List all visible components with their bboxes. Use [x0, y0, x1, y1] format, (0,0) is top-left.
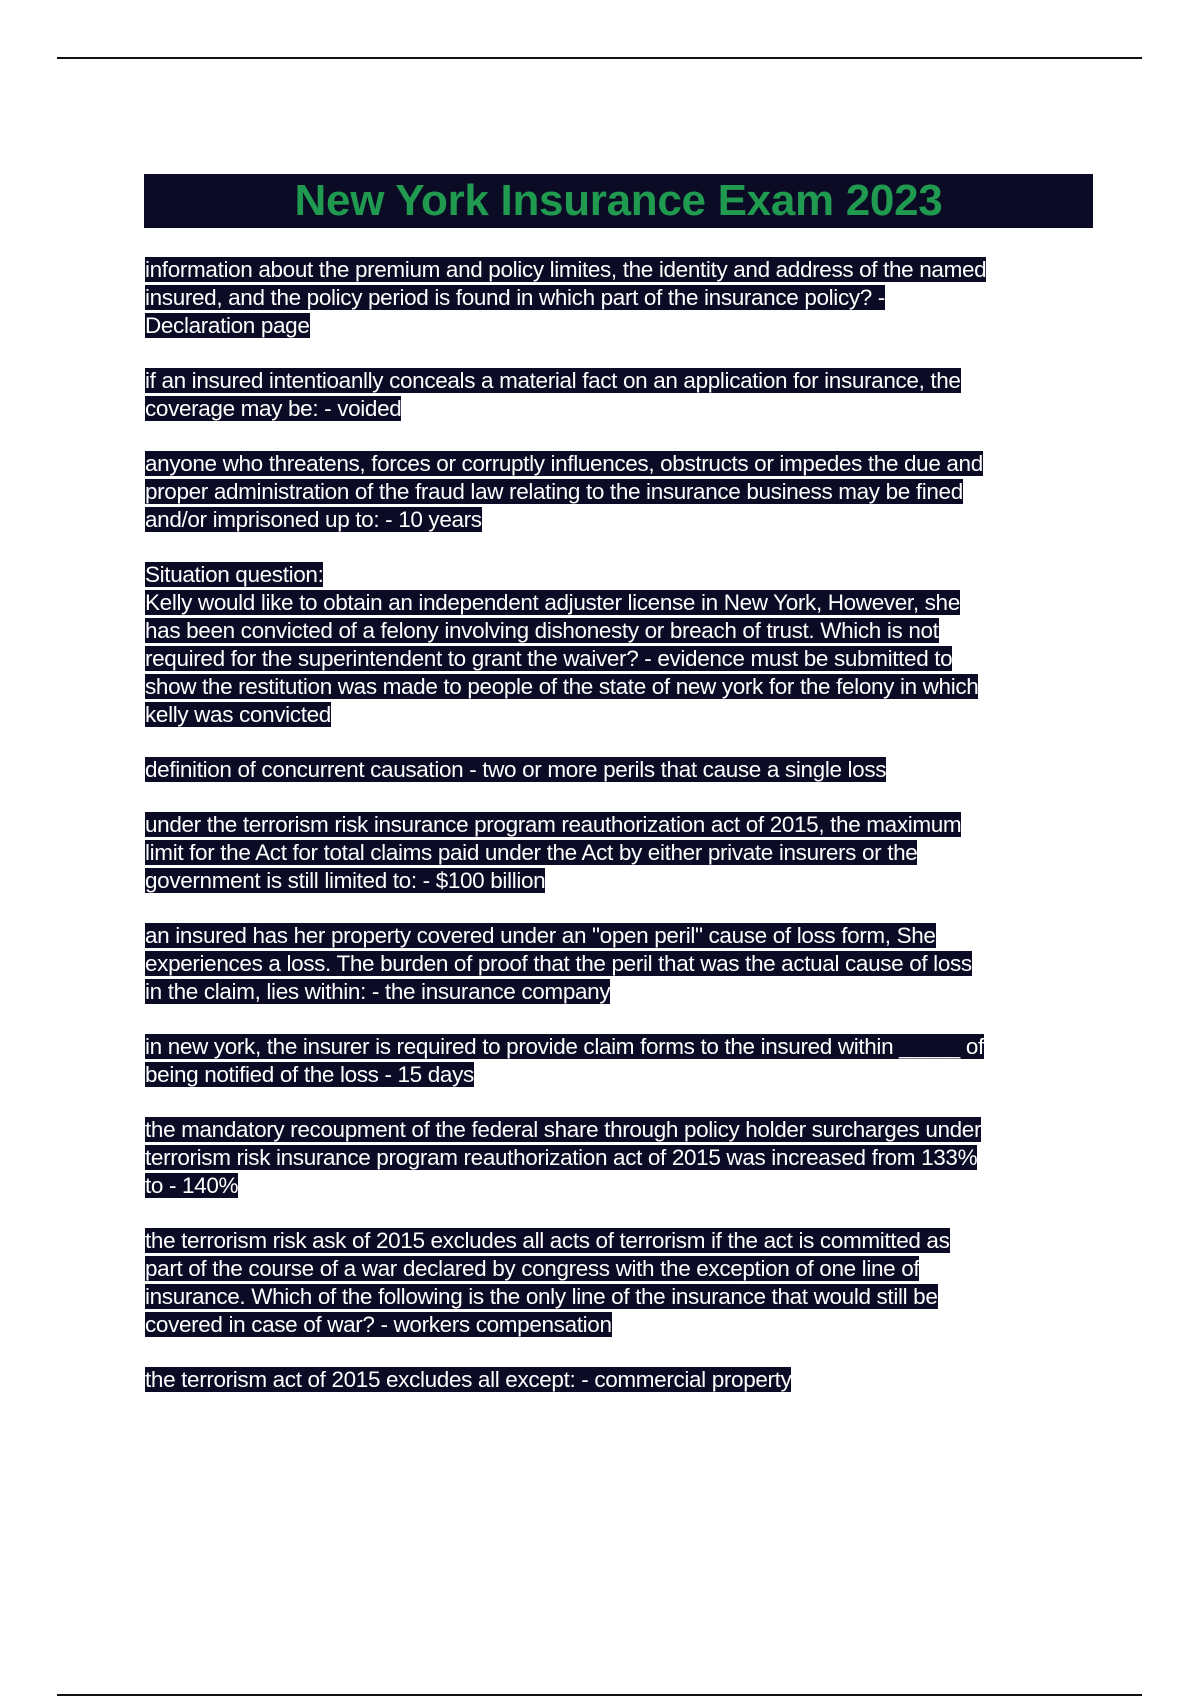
- qa-text: [145, 812, 961, 893]
- qa-item: [145, 1116, 1085, 1200]
- qa-item: [145, 1227, 1085, 1339]
- qa-text: [145, 1228, 950, 1337]
- qa-line: the mandatory recoupment of the federal share through policy holder surcharges under: [145, 1117, 982, 1142]
- qa-line: terrorism risk insurance program reauthorization act of 2015 was increased from 133%: [145, 1145, 978, 1170]
- title-banner: [144, 174, 1093, 228]
- qa-line: insurance. Which of the following is the only line of the insurance that would still be: [145, 1284, 938, 1309]
- qa-line: Kelly would like to obtain an independent adjuster license in New York, However, she: [145, 590, 960, 615]
- bottom-rule: [57, 1694, 1142, 1696]
- qa-line: the terrorism act of 2015 excludes all except: - commercial property: [145, 1367, 792, 1392]
- qa-item: [145, 1033, 1085, 1089]
- qa-line: anyone who threatens, forces or corruptly influences, obstructs or impedes the due and: [145, 451, 983, 476]
- qa-item: [145, 756, 1085, 784]
- qa-line: to - 140%: [145, 1173, 239, 1198]
- qa-text: [145, 368, 961, 421]
- qa-text: [145, 1117, 981, 1198]
- qa-item: [145, 1366, 1085, 1394]
- qa-line: Declaration page: [145, 313, 310, 338]
- qa-line: if an insured intentioanlly conceals a material fact on an application for insurance, the: [145, 368, 961, 393]
- qa-line: under the terrorism risk insurance program reauthorization act of 2015, the maximum: [145, 812, 962, 837]
- qa-line: in new york, the insurer is required to provide claim forms to the insured within _____ of: [145, 1034, 984, 1059]
- qa-line: information about the premium and policy limites, the identity and address of the named: [145, 257, 987, 282]
- qa-text: [145, 923, 972, 1004]
- qa-line: part of the course of a war declared by congress with the exception of one line of: [145, 1256, 920, 1281]
- qa-text: [145, 451, 983, 532]
- qa-line: being notified of the loss - 15 days: [145, 1062, 474, 1087]
- qa-line: required for the superintendent to grant the waiver? - evidence must be submitted to: [145, 646, 953, 671]
- qa-line: insured, and the policy period is found in which part of the insurance policy? -: [145, 285, 885, 310]
- qa-item: [145, 922, 1085, 1006]
- qa-line: show the restitution was made to people of the state of new york for the felony in which: [145, 674, 979, 699]
- qa-line: Situation question:: [145, 562, 324, 587]
- qa-line: the terrorism risk ask of 2015 excludes all acts of terrorism if the act is committed as: [145, 1228, 950, 1253]
- qa-line: proper administration of the fraud law relating to the insurance business may be fined: [145, 479, 963, 504]
- qa-line: government is still limited to: - $100 billion: [145, 868, 546, 893]
- qa-line: an insured has her property covered under an "open peril" cause of loss form, She: [145, 923, 936, 948]
- qa-list: [145, 256, 1085, 1421]
- qa-line: and/or imprisoned up to: - 10 years: [145, 507, 482, 532]
- qa-line: limit for the Act for total claims paid under the Act by either private insurers or the: [145, 840, 918, 865]
- qa-item: [145, 561, 1085, 729]
- qa-line: experiences a loss. The burden of proof that the peril that was the actual cause of loss: [145, 951, 972, 976]
- qa-text: [145, 562, 978, 727]
- qa-text: [145, 1367, 791, 1392]
- qa-item: [145, 811, 1085, 895]
- qa-item: [145, 450, 1085, 534]
- qa-line: has been convicted of a felony involving dishonesty or breach of trust. Which is not: [145, 618, 939, 643]
- qa-item: [145, 367, 1085, 423]
- document-title: New York Insurance Exam 2023: [294, 176, 943, 225]
- qa-line: coverage may be: - voided: [145, 396, 402, 421]
- qa-text: [145, 257, 986, 338]
- qa-line: covered in case of war? - workers compensation: [145, 1312, 612, 1337]
- qa-line: in the claim, lies within: - the insurance company: [145, 979, 611, 1004]
- qa-line: definition of concurrent causation - two or more perils that cause a single loss: [145, 757, 887, 782]
- qa-line: kelly was convicted: [145, 702, 331, 727]
- top-rule: [57, 57, 1142, 59]
- qa-item: [145, 256, 1085, 340]
- qa-text: [145, 757, 886, 782]
- qa-text: [145, 1034, 984, 1087]
